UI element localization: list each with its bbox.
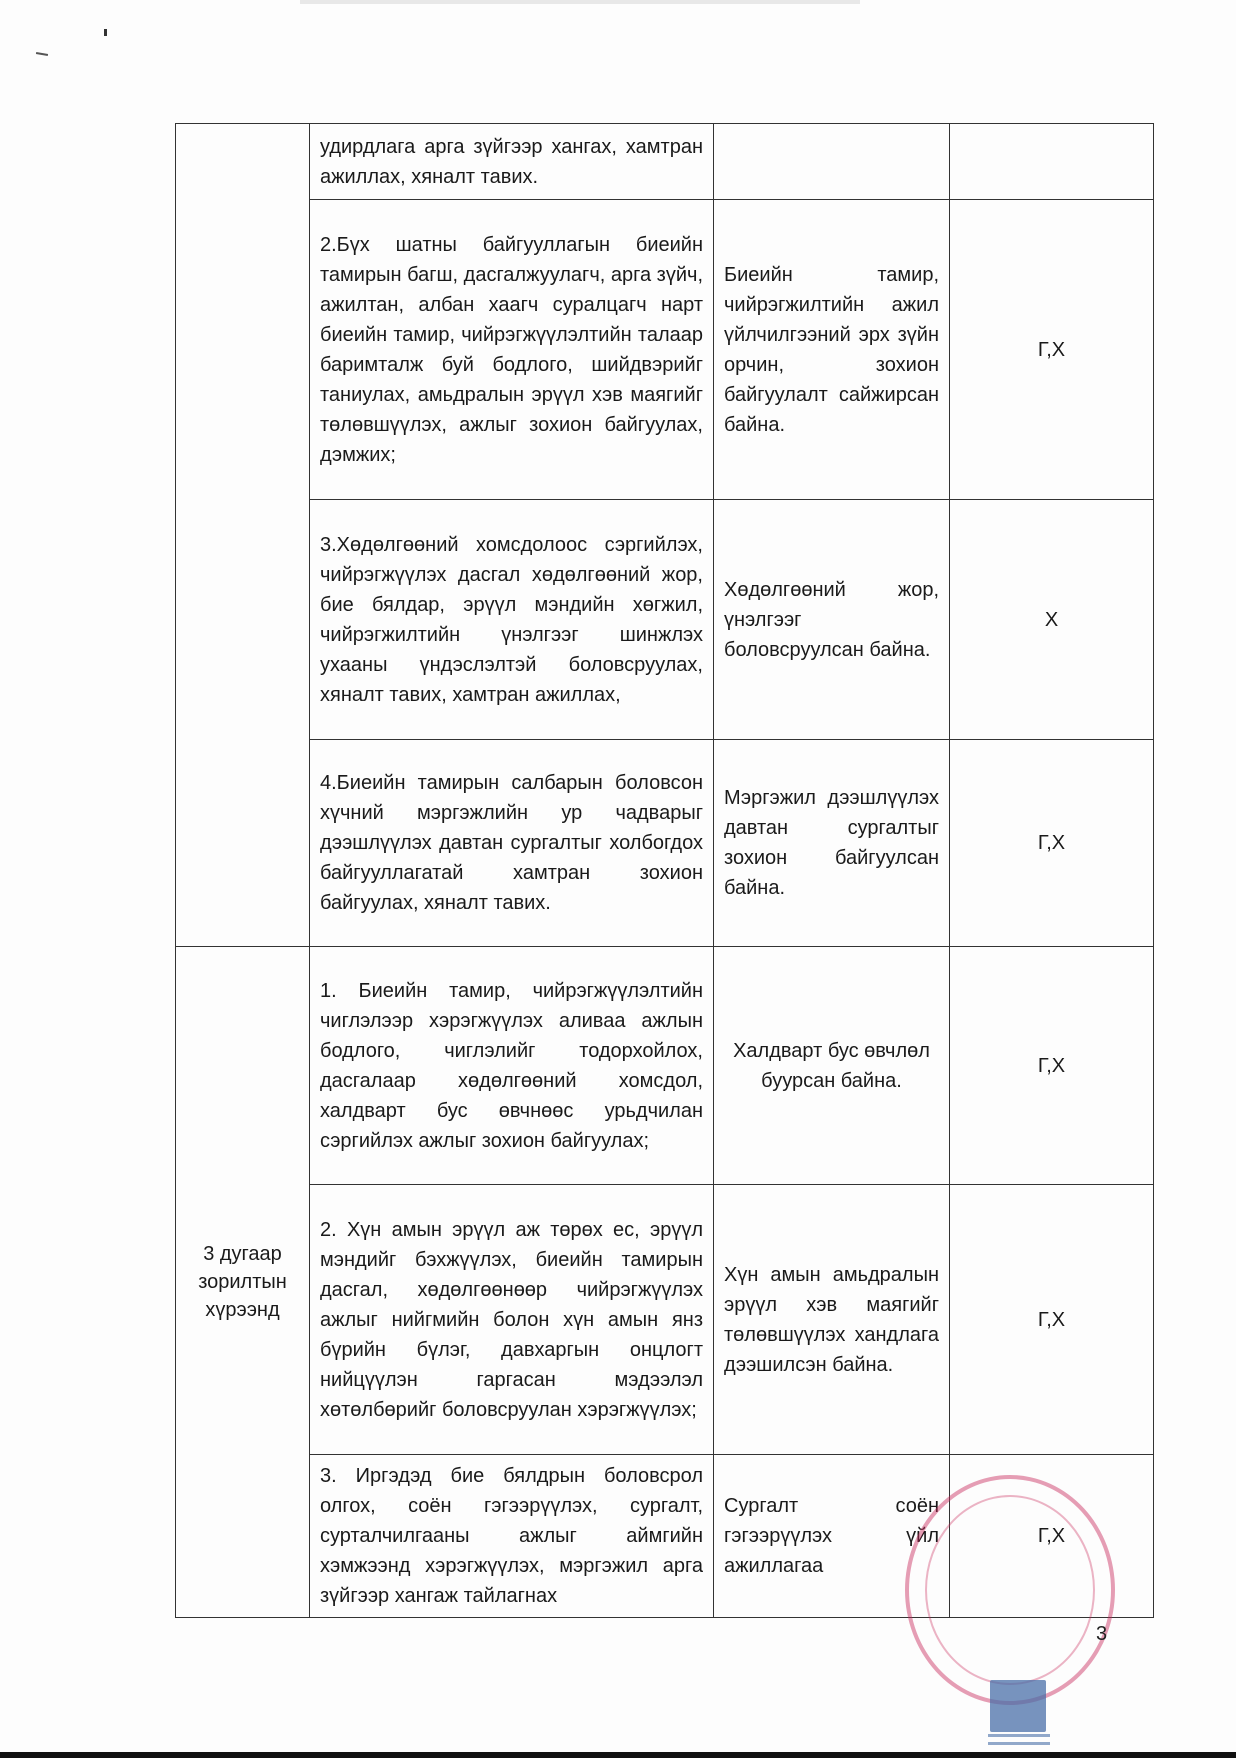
- table-row: [176, 947, 1154, 1185]
- official-seal: [905, 1475, 1115, 1705]
- activity-cell: 2. Хүн амын эрүүл аж төрөх ес, эрүүл мэндийг бэхжүүлэх, биеийн тамирын дасгал, хөдөлгөөнөөр чийрэгжүүлэх ажлыг нийгмийн болон хүн амын янз бүрийн бүлэг, давхаргын онцлогт нийцүүлэн гаргасан мэдээлэл хөтөлбөрийг боловсруулан хэрэгжүүлэх;: [310, 1185, 714, 1455]
- result-cell: Хүн амын амьдралын эрүүл хэв маягийг төлөвшүүлэх хандлага дээшилсэн байна.: [714, 1185, 950, 1455]
- organization-cell: Г,Х: [950, 200, 1154, 500]
- activity-cell: 2.Бүх шатны байгууллагын биеийн тамирын багш, дасгалжуулагч, арга зүйч, ажилтан, албан хаагч суралцагч нарт биеийн тамир, чийрэгжүүлэлтийн талаар баримталж буй бодлого, шийдвэрийг таниулах, амьдралын эрүүл хэв маягийг төлөвшүүлэх, ажлыг зохион байгуулах, дэмжих;: [310, 200, 714, 500]
- page-bottom-edge: [0, 1752, 1236, 1758]
- result-cell: Халдварт бус өвчлөл буурсан байна.: [714, 947, 950, 1185]
- result-cell: Хөдөлгөөний жор, үнэлгээг боловсруулсан байна.: [714, 500, 950, 740]
- organization-cell: [950, 124, 1154, 200]
- table-row: [176, 124, 1154, 200]
- organization-cell: Х: [950, 500, 1154, 740]
- goal-cell-continued: [176, 124, 310, 947]
- result-cell: Мэргэжил дээшлүүлэх давтан сургалтыг зохион байгуулсан байна.: [714, 740, 950, 947]
- organization-cell: Г,Х: [950, 1455, 1154, 1618]
- scan-mark: [104, 29, 107, 36]
- table-row: [176, 740, 1154, 947]
- page-number: 3: [1096, 1623, 1108, 1645]
- scan-smudge: [300, 0, 860, 4]
- activity-cell: 1. Биеийн тамир, чийрэгжүүлэлтийн чиглэлээр хэрэгжүүлэх аливаа ажлын бодлого, чиглэлийг тодорхойлох, дасгалаар хөдөлгөөний хомсдол, халдварт бус өвчнөөс урьдчилан сэргийлэх ажлыг зохион байгуулах;: [310, 947, 714, 1185]
- emblem-caption-line: [988, 1742, 1050, 1745]
- action-plan-table: [175, 123, 1154, 1618]
- activity-cell: 3.Хөдөлгөөний хомсдолоос сэргийлэх, чийрэгжүүлэх дасгал хөдөлгөөний жор, бие бялдар, эрүүл мэндийн хөгжил, чийрэгжилтийн үнэлгээг шинжлэх ухааны үндэслэлтэй боловсруулах, хяналт тавих, хамтран ажиллах,: [310, 500, 714, 740]
- table-row: [176, 200, 1154, 500]
- organization-cell: Г,Х: [950, 947, 1154, 1185]
- goal-label: 3 дугаар зорилтын хүрээнд: [198, 1243, 287, 1321]
- emblem-caption-line: [988, 1734, 1050, 1737]
- table-row: [176, 1185, 1154, 1455]
- government-emblem-icon: [990, 1680, 1046, 1732]
- result-cell: Сургалт соён гэгээрүүлэх үйл ажиллагаа: [714, 1455, 950, 1618]
- scan-mark: [36, 52, 48, 56]
- activity-cell: удирдлага арга зүйгээр хангах, хамтран ажиллах, хяналт тавих.: [310, 124, 714, 200]
- goal-cell: [176, 947, 310, 1618]
- organization-cell: Г,Х: [950, 740, 1154, 947]
- result-cell: Биеийн тамир, чийрэгжилтийн ажил үйлчилгээний эрх зүйн орчин, зохион байгуулалт сайжирсан байна.: [714, 200, 950, 500]
- organization-cell: Г,Х: [950, 1185, 1154, 1455]
- activity-cell: 4.Биеийн тамирын салбарын боловсон хүчний мэргэжлийн ур чадварыг дээшлүүлэх давтан сургалтыг холбогдох байгууллагатай хамтран зохион байгуулах, хяналт тавих.: [310, 740, 714, 947]
- activity-cell: 3. Иргэдэд бие бялдрын боловсрол олгох, соён гэгээрүүлэх, сургалт, сурталчилгааны ажлыг аймгийн хэмжээнд хэрэгжүүлэх, мэргэжил арга зүйгээр хангаж тайлагнах: [310, 1455, 714, 1618]
- table-row: [176, 500, 1154, 740]
- result-cell: [714, 124, 950, 200]
